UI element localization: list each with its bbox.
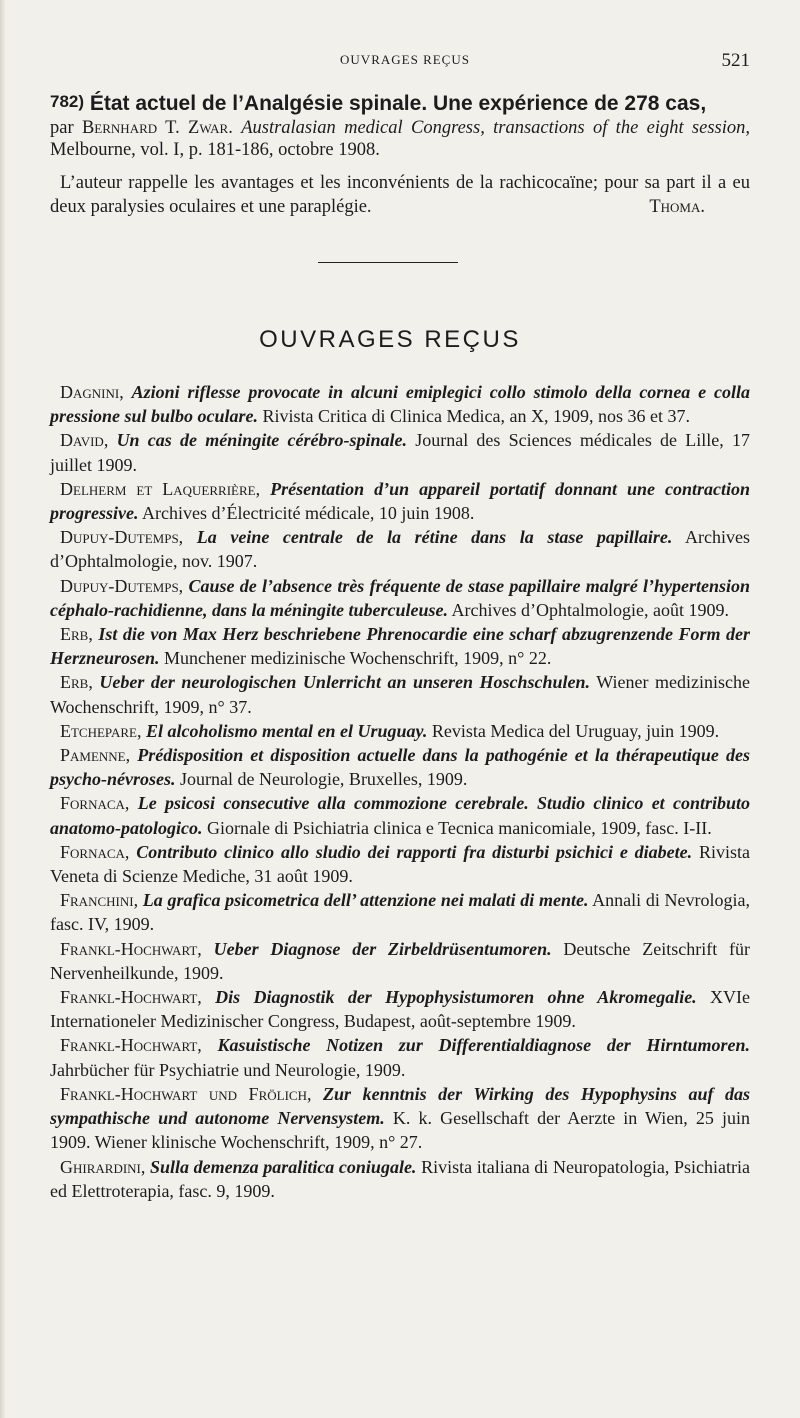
abstract-article (50, 88, 750, 219)
section-divider (318, 262, 458, 263)
scan-edge-shadow (0, 0, 6, 1418)
running-head-title: OUVRAGES REÇUS (340, 52, 470, 67)
entry-title: La veine centrale de la rétine dans la stase papillaire. (196, 527, 673, 548)
entry-title: Sulla demenza paralitica coniugale. (150, 1156, 417, 1177)
bibliography-entry (50, 743, 750, 791)
entry-publication: Journal de Neurologie, Bruxelles, 1909. (179, 769, 468, 790)
article-details: Melbourne, vol. I, p. 181-186, octobre 1908. (50, 140, 380, 160)
entry-author: Delherm et Laquerrière, (60, 478, 261, 499)
entry-author: Erb, (60, 624, 93, 645)
entry-title: Cause de l’absence très fréquente de stase papillaire malgré l’hypertension céphalo-rachidienne, dans la méningite tuberculeuse. (50, 575, 751, 620)
entry-publication: Archives d’Électricité médicale, 10 juin 1908. (142, 503, 475, 524)
bibliography-entry (50, 985, 750, 1033)
entry-author: Erb, (60, 672, 93, 693)
bibliography-entry (50, 380, 750, 428)
entry-publication: Jahrbücher für Psychiatrie und Neurologie, 1909. (50, 1059, 406, 1080)
entry-publication: Wiener medizinische Wochenschrift, 1909, n° 37. (50, 672, 750, 717)
article-title (50, 88, 750, 117)
bibliography-entry (50, 477, 750, 525)
entry-title: Un cas de méningite cérébro-spinale. (116, 430, 407, 451)
entry-author: Etchepare, (60, 720, 142, 741)
entry-title: Zur kenntnis der Wirking des Hypophysins auf das sympathische und autonome Nervensystem. (50, 1083, 751, 1129)
entry-publication: Archives d’Ophtalmologie, août 1909. (451, 599, 729, 620)
article-abstract (50, 171, 750, 219)
entry-title: La grafica psicometrica dell’ attenzione nei malati di mente. (142, 890, 589, 911)
entry-author: Fornaca, (60, 793, 130, 814)
bibliography-entry (50, 937, 750, 985)
entry-publication: Archives d’Ophtalmologie, nov. 1907. (50, 527, 750, 572)
page-number: 521 (721, 50, 750, 71)
entry-title: Ueber der neurologischen Unlerricht an unseren Hoschschulen. (99, 672, 591, 693)
entry-title: Azioni riflesse provocate in alcuni emiplegici collo stimolo della cornea e colla pressione sul bulbo oculare. (50, 382, 751, 427)
entry-publication: Annali di Nevrologia, fasc. IV, 1909. (50, 890, 751, 935)
bibliography-entry (50, 622, 750, 670)
entry-title: El alcoholismo mental en el Uruguay. (145, 720, 428, 741)
entry-title: Contributo clinico allo sludio dei rapporti fra disturbi psichici e diabete. (136, 841, 693, 862)
bibliography-list (50, 380, 750, 1203)
bibliography-entry (50, 428, 750, 476)
entry-publication: Journal des Sciences médicales de Lille, 17 juillet 1909. (50, 430, 750, 475)
entry-author: Franchini, (60, 890, 139, 911)
entry-publication: Munchener medizinische Wochenschrift, 1909, n° 22. (164, 648, 552, 669)
bibliography-entry (50, 1033, 750, 1081)
entry-author: Frankl-Hochwart, (60, 987, 202, 1008)
article-by: par (50, 118, 74, 138)
bibliography-entry (50, 791, 750, 839)
entry-author: David, (60, 430, 109, 451)
entry-title: Dis Diagnostik der Hypophysistumoren ohne Akromegalie. (215, 987, 697, 1008)
entry-author: Ghirardini, (60, 1156, 146, 1177)
section-title: OUVRAGES REÇUS (259, 326, 521, 353)
entry-author: Frankl-Hochwart und Frölich, (60, 1083, 312, 1104)
bibliography-entry (50, 574, 750, 622)
running-head (60, 52, 750, 76)
entry-title: Prédisposition et disposition actuelle dans la pathogénie et la thérapeutique des psycho-névroses. (50, 745, 750, 790)
entry-author: Pamenne, (60, 745, 131, 766)
bibliography-entry (50, 1155, 750, 1203)
entry-title: Présentation d’un appareil portatif donnant une contraction progressive. (50, 478, 751, 524)
article-source: Australasian medical Congress, transactions of the eight session, (241, 118, 751, 138)
entry-publication: Rivista italiana di Neuropatologia, Psichiatria ed Elettroterapia, fasc. 9, 1909. (50, 1156, 751, 1201)
entry-title: Ist die von Max Herz beschriebene Phrenocardie eine scharf abzugrenzende Form der Herzneurosen. (50, 624, 750, 669)
entry-publication: Revista Medica del Uruguay, juin 1909. (431, 720, 720, 741)
article-citation (50, 117, 750, 161)
article-title-text: État actuel de l’Analgésie spinale. Une expérience de 278 cas, (89, 92, 707, 115)
article-number: 782) (50, 92, 85, 111)
entry-publication: Rivista Critica di Clinica Medica, an X, 1909, nos 36 et 37. (262, 406, 690, 427)
entry-title: Kasuistische Notizen zur Differentialdiagnose der Hirntumoren. (217, 1035, 751, 1056)
bibliography-entry (50, 670, 750, 718)
bibliography-entry (50, 1082, 750, 1155)
abstract-signature: Thoma. (649, 197, 705, 217)
entry-publication: Giornale di Psichiatria clinica e Tecnica manicomiale, 1909, fasc. I-II. (207, 817, 712, 838)
article-author: Bernhard T. Zwar. (81, 118, 233, 138)
entry-author: Dupuy-Dutemps, (60, 527, 184, 548)
entry-author: Fornaca, (60, 841, 130, 862)
entry-publication: K. k. Gesellschaft der Aerzte in Wien, 25 juin 1909. Wiener klinische Wochenschrift, 1909, n° 27. (50, 1108, 750, 1153)
bibliography-entry (50, 840, 750, 888)
bibliography-entry (50, 719, 750, 743)
entry-author: Dagnini, (60, 382, 124, 402)
entry-publication: XVIe Internationeler Medizinischer Congress, Budapest, août-septembre 1909. (50, 987, 751, 1032)
entry-author: Frankl-Hochwart, (60, 938, 202, 959)
entry-author: Frankl-Hochwart, (60, 1035, 202, 1056)
bibliography-entry (50, 525, 750, 573)
entry-author: Dupuy-Dutemps, (60, 575, 184, 596)
entry-title: Ueber Diagnose der Zirbeldrüsentumoren. (213, 938, 552, 959)
entry-title: Le psicosi consecutive alla commozione cerebrale. Studio clinico et contributo anatomo-patologico. (50, 793, 751, 838)
entry-publication: Deutsche Zeitschrift für Nervenheilkunde, 1909. (50, 938, 751, 983)
abstract-text: L’auteur rappelle les avantages et les inconvénients de la rachicocaïne; pour sa part il a eu deux paralysies oculaires et une paraplégie. (50, 173, 750, 217)
entry-publication: Rivista Veneta di Scienze Mediche, 31 août 1909. (50, 841, 751, 887)
bibliography-entry (50, 888, 750, 936)
